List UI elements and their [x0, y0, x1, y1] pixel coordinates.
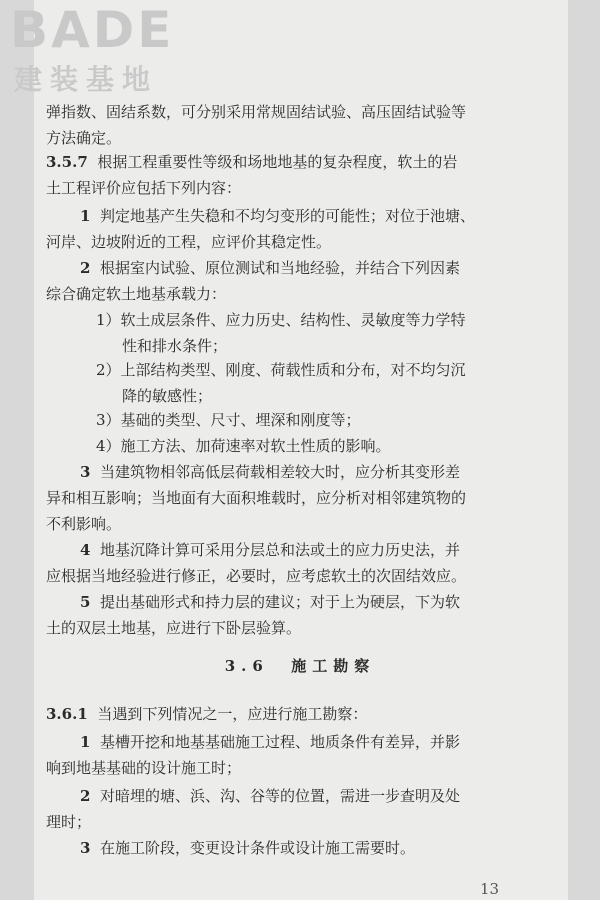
section-number: 3.6 — [224, 657, 269, 675]
text-line: 理时； — [46, 813, 92, 831]
item-text: 判定地基产生失稳和不均匀变形的可能性；对位于池塘、 — [99, 207, 475, 225]
item-text: 当建筑物相邻高低层荷载相差较大时，应分析其变形差 — [99, 463, 460, 481]
clause-number: 3.5.7 — [46, 153, 88, 171]
clause-number: 3.6.1 — [46, 705, 88, 723]
item-text: 在施工阶段，变更设计条件或设计施工需要时。 — [99, 839, 415, 857]
sub-item-4: 4）施工方法、加荷速率对软土性质的影响。 — [96, 437, 391, 455]
text-line: 弹指数、固结系数，可分别采用常规固结试验、高压固结试验等 — [46, 103, 467, 121]
clause-3-6-1 — [46, 704, 367, 724]
item-text: 对暗埋的塘、浜、沟、谷等的位置，需进一步查明及处 — [99, 787, 460, 805]
item-1 — [80, 732, 460, 752]
item-number: 5 — [80, 593, 91, 611]
section-heading-3-6 — [0, 656, 600, 676]
item-3 — [80, 838, 415, 858]
item-4 — [80, 540, 460, 560]
text-line: 性和排水条件； — [122, 337, 228, 355]
text-line: 响到地基基础的设计施工时； — [46, 759, 242, 777]
watermark-chinese: 建装基地 — [14, 63, 159, 96]
text-line: 不利影响。 — [46, 515, 122, 533]
item-3 — [80, 462, 460, 482]
item-text: 提出基础形式和持力层的建议；对于上为硬层，下为软 — [99, 593, 460, 611]
text-line: 土工程评价应包括下列内容： — [46, 179, 242, 197]
item-number: 1 — [80, 207, 91, 225]
item-2 — [80, 258, 460, 278]
item-number: 2 — [80, 787, 91, 805]
bade-watermark-logo — [6, 2, 186, 102]
item-text: 基槽开挖和地基基础施工过程、地质条件有差异，并影 — [99, 733, 460, 751]
item-number: 2 — [80, 259, 91, 277]
item-1 — [80, 206, 475, 226]
watermark-latin: BADE — [10, 1, 175, 59]
text-line: 异和相互影响；当地面有大面积堆载时，应分析对相邻建筑物的 — [46, 489, 467, 507]
page-number: 13 — [480, 880, 500, 898]
text-line: 综合确定软土地基承载力： — [46, 285, 227, 303]
sub-item-2: 2）上部结构类型、刚度、荷载性质和分布，对不均匀沉 — [96, 361, 466, 379]
text-line: 河岸、边坡附近的工程，应评价其稳定性。 — [46, 233, 332, 251]
text-line: 方法确定。 — [46, 129, 122, 147]
item-number: 1 — [80, 733, 91, 751]
item-number: 4 — [80, 541, 91, 559]
clause-3-5-7 — [46, 152, 457, 172]
item-text: 根据室内试验、原位测试和当地经验，并结合下列因素 — [99, 259, 460, 277]
item-number: 3 — [80, 463, 91, 481]
item-text: 地基沉降计算可采用分层总和法或土的应力历史法，并 — [99, 541, 460, 559]
item-number: 3 — [80, 839, 91, 857]
clause-text: 根据工程重要性等级和场地地基的复杂程度，软土的岩 — [97, 153, 458, 171]
text-line: 降的敏感性； — [122, 387, 213, 405]
sub-item-1: 1）软土成层条件、应力历史、结构性、灵敏度等力学特 — [96, 311, 466, 329]
item-5 — [80, 592, 460, 612]
clause-text: 当遇到下列情况之一，应进行施工勘察： — [97, 705, 368, 723]
text-line: 土的双层土地基，应进行下卧层验算。 — [46, 619, 302, 637]
section-title: 施工勘察 — [291, 657, 376, 675]
text-line: 应根据当地经验进行修正，必要时，应考虑软土的次固结效应。 — [46, 567, 467, 585]
item-2 — [80, 786, 460, 806]
sub-item-3: 3）基础的类型、尺寸、埋深和刚度等； — [96, 411, 361, 429]
